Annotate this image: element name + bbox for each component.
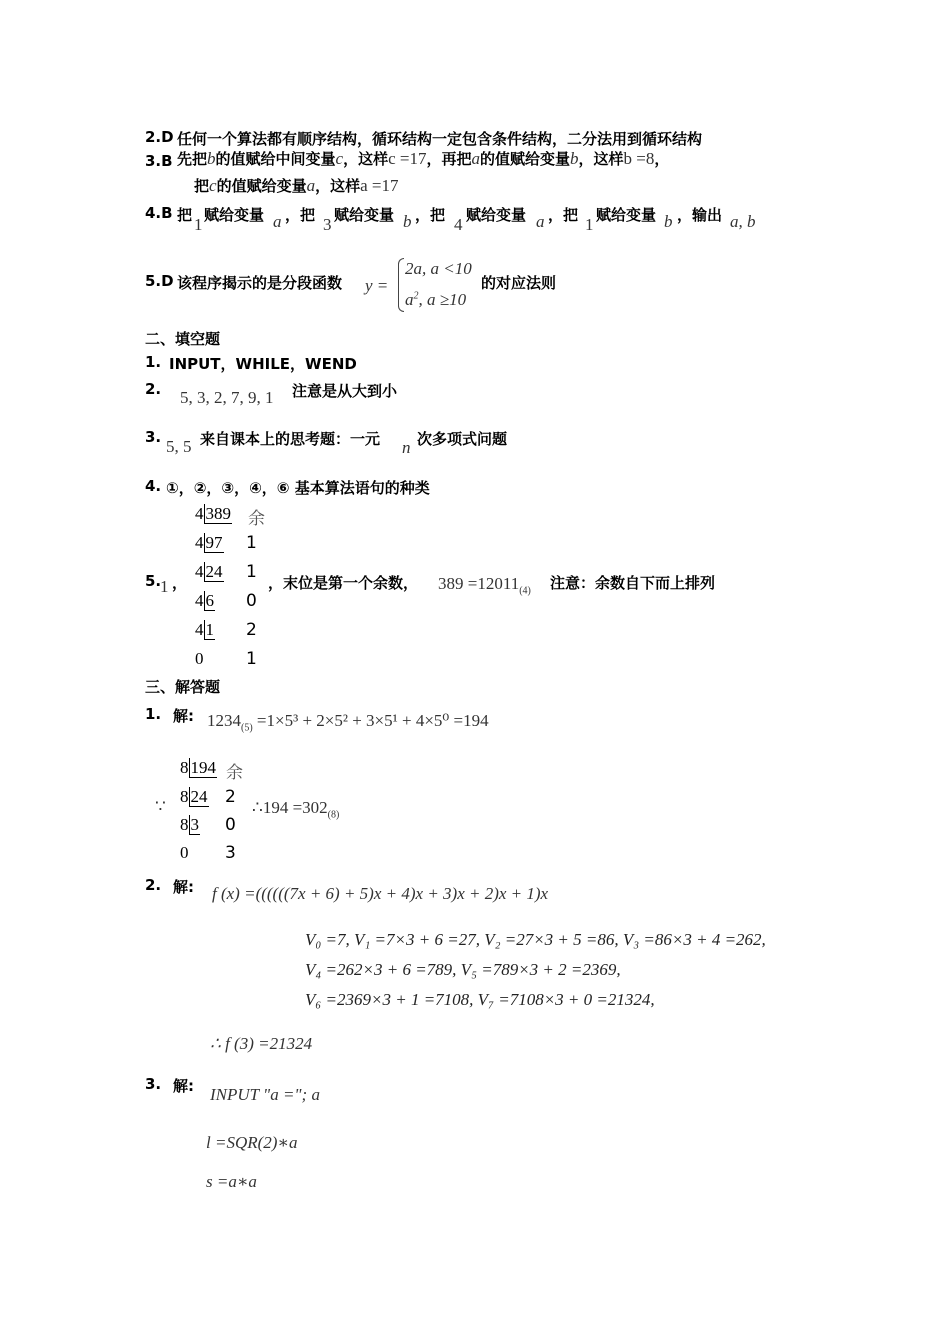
a3-code-s: s =a∗a xyxy=(206,1172,257,1191)
a3-code-l: l =SQR(2)∗a xyxy=(206,1133,298,1152)
f5-number: 5. xyxy=(145,572,162,590)
a1-div-row: 8 194 xyxy=(180,758,216,777)
q5-case2: $a^2$, a ≥10 xyxy=(405,290,467,309)
f5-div-row: 0 xyxy=(195,649,204,668)
q4-t7: ，把 xyxy=(548,206,579,224)
a1-div-remainder: 余 xyxy=(226,763,243,782)
q4-t1: 把 xyxy=(177,206,193,224)
f1-number: 1. xyxy=(145,353,162,371)
q4-n1: 1 xyxy=(194,215,203,234)
a2-line3: V₆ =2369×3 + 1 =7108, V₇ =7108×3 + 0 =21324, xyxy=(305,990,655,1009)
f1-text: INPUT，WHILE，WEND xyxy=(169,355,357,373)
q4-n3: 4 xyxy=(454,215,463,234)
because-symbol: ∵ xyxy=(155,797,166,816)
q4-number: 4.B xyxy=(145,204,173,222)
q3-line2: 把c的值赋给变量a，这样a =17 xyxy=(194,176,399,195)
q4-v2: b xyxy=(403,212,412,231)
q5-case1: 2a, a <10 xyxy=(405,259,472,278)
q4-t9: ，输出 xyxy=(677,206,723,224)
f3-t2: 次多项式问题 xyxy=(417,430,508,448)
a3-number: 3. xyxy=(145,1075,162,1093)
f2-number: 2. xyxy=(145,380,162,398)
q4-t2: 赋给变量 xyxy=(204,206,265,224)
piecewise-brace xyxy=(398,258,404,312)
q2-text: 任何一个算法都有顺序结构，循环结构一定包含条件结构，二分法用到循环结构 xyxy=(177,130,703,148)
q5-number: 5.D xyxy=(145,272,174,290)
q4-t8: 赋给变量 xyxy=(596,206,657,224)
a3-code-input: INPUT "a ="; a xyxy=(210,1085,320,1104)
f5-div-row: 4 6 xyxy=(195,591,214,610)
q3-line1: 先把b的值赋给中间变量c，这样c =17，再把a的值赋给变量b，这样b =8， xyxy=(177,149,670,168)
a2-label: 解: xyxy=(173,878,194,896)
a2-number: 2. xyxy=(145,876,162,894)
f5-t2: 注意：余数自下而上排列 xyxy=(550,574,716,592)
q3-number: 3.B xyxy=(145,152,173,170)
q5-t2: 的对应法则 xyxy=(481,274,557,292)
a2-result: ∴ f (3) =21324 xyxy=(210,1034,313,1053)
f5-div-remainder: 0 xyxy=(246,591,257,611)
f5-one: 1 xyxy=(160,577,169,596)
f5-div-remainder: 1 xyxy=(246,533,257,553)
q4-output: a, b xyxy=(730,212,756,231)
q4-n2: 3 xyxy=(323,215,332,234)
f5-comma: ， xyxy=(172,574,188,592)
f3-n: n xyxy=(402,438,411,457)
f5-t1: ，末位是第一个余数， xyxy=(268,574,419,592)
section-fill-in-title: 二、填空题 xyxy=(145,330,221,348)
f5-div-remainder: 2 xyxy=(246,620,257,640)
a1-label: 解: xyxy=(173,707,194,725)
section-answer-title: 三、解答题 xyxy=(145,678,221,696)
f4-number: 4. xyxy=(145,477,162,495)
f5-div-row: 4 389 xyxy=(195,504,231,523)
q4-v4: b xyxy=(664,212,673,231)
f5-div-remainder: 1 xyxy=(246,649,257,669)
q5-y: y = xyxy=(365,276,389,295)
a1-div-remainder: 0 xyxy=(225,815,236,835)
a1-div-row: 8 3 xyxy=(180,815,199,834)
f3-math: 5, 5 xyxy=(166,437,192,456)
a1-div-row: 8 24 xyxy=(180,787,208,806)
f2-math: 5, 3, 2, 7, 9, 1 xyxy=(180,388,274,407)
f2-note: 注意是从大到小 xyxy=(292,382,398,400)
a1-equation: $1234_{(5)} =1\times 5^3 + 2\times 5^2 + 3\times 5^1 + 4\times 5^0 =194$ xyxy=(207,711,489,734)
a3-label: 解: xyxy=(173,1077,194,1095)
q4-v3: a xyxy=(536,212,545,231)
a2-line1: V₀ =7, V₁ =7×3 + 6 =27, V₂ =27×3 + 5 =86, V₃ =86×3 + 4 =262, xyxy=(305,930,766,949)
q4-n4: 1 xyxy=(585,215,594,234)
a2-horner-form: f (x) =((((((7x + 6) + 5)x + 4)x + 3)x + 2)x + 1)x xyxy=(212,884,549,903)
q2-number: 2.D xyxy=(145,128,174,146)
a1-div-remainder: 3 xyxy=(225,843,236,863)
q4-t4: 赋给变量 xyxy=(334,206,395,224)
q4-v1: a xyxy=(273,212,282,231)
q4-t6: 赋给变量 xyxy=(466,206,527,224)
a1-number: 1. xyxy=(145,705,162,723)
a1-div-remainder: 2 xyxy=(225,787,236,807)
q4-t5: ，把 xyxy=(415,206,446,224)
a1-div-row: 0 xyxy=(180,843,189,862)
f4-text: ①，②，③，④，⑥ 基本算法语句的种类 xyxy=(166,479,430,497)
f5-eq: $389 =12011_{(4)}$ xyxy=(438,574,531,597)
f3-number: 3. xyxy=(145,428,162,446)
f5-div-row: 4 97 xyxy=(195,533,223,552)
a2-line2: V₄ =262×3 + 6 =789, V₅ =789×3 + 2 =2369, xyxy=(305,960,621,979)
f5-div-remainder: 1 xyxy=(246,562,257,582)
q5-t1: 该程序揭示的是分段函数 xyxy=(177,274,343,292)
f5-div-row: 4 24 xyxy=(195,562,223,581)
a1-result: ∴194 $=302_{(8)}$ xyxy=(252,798,340,821)
q4-t3: ，把 xyxy=(285,206,316,224)
f3-t1: 来自课本上的思考题：一元 xyxy=(200,430,381,448)
f5-div-row: 4 1 xyxy=(195,620,214,639)
f5-div-remainder: 余 xyxy=(248,509,265,528)
